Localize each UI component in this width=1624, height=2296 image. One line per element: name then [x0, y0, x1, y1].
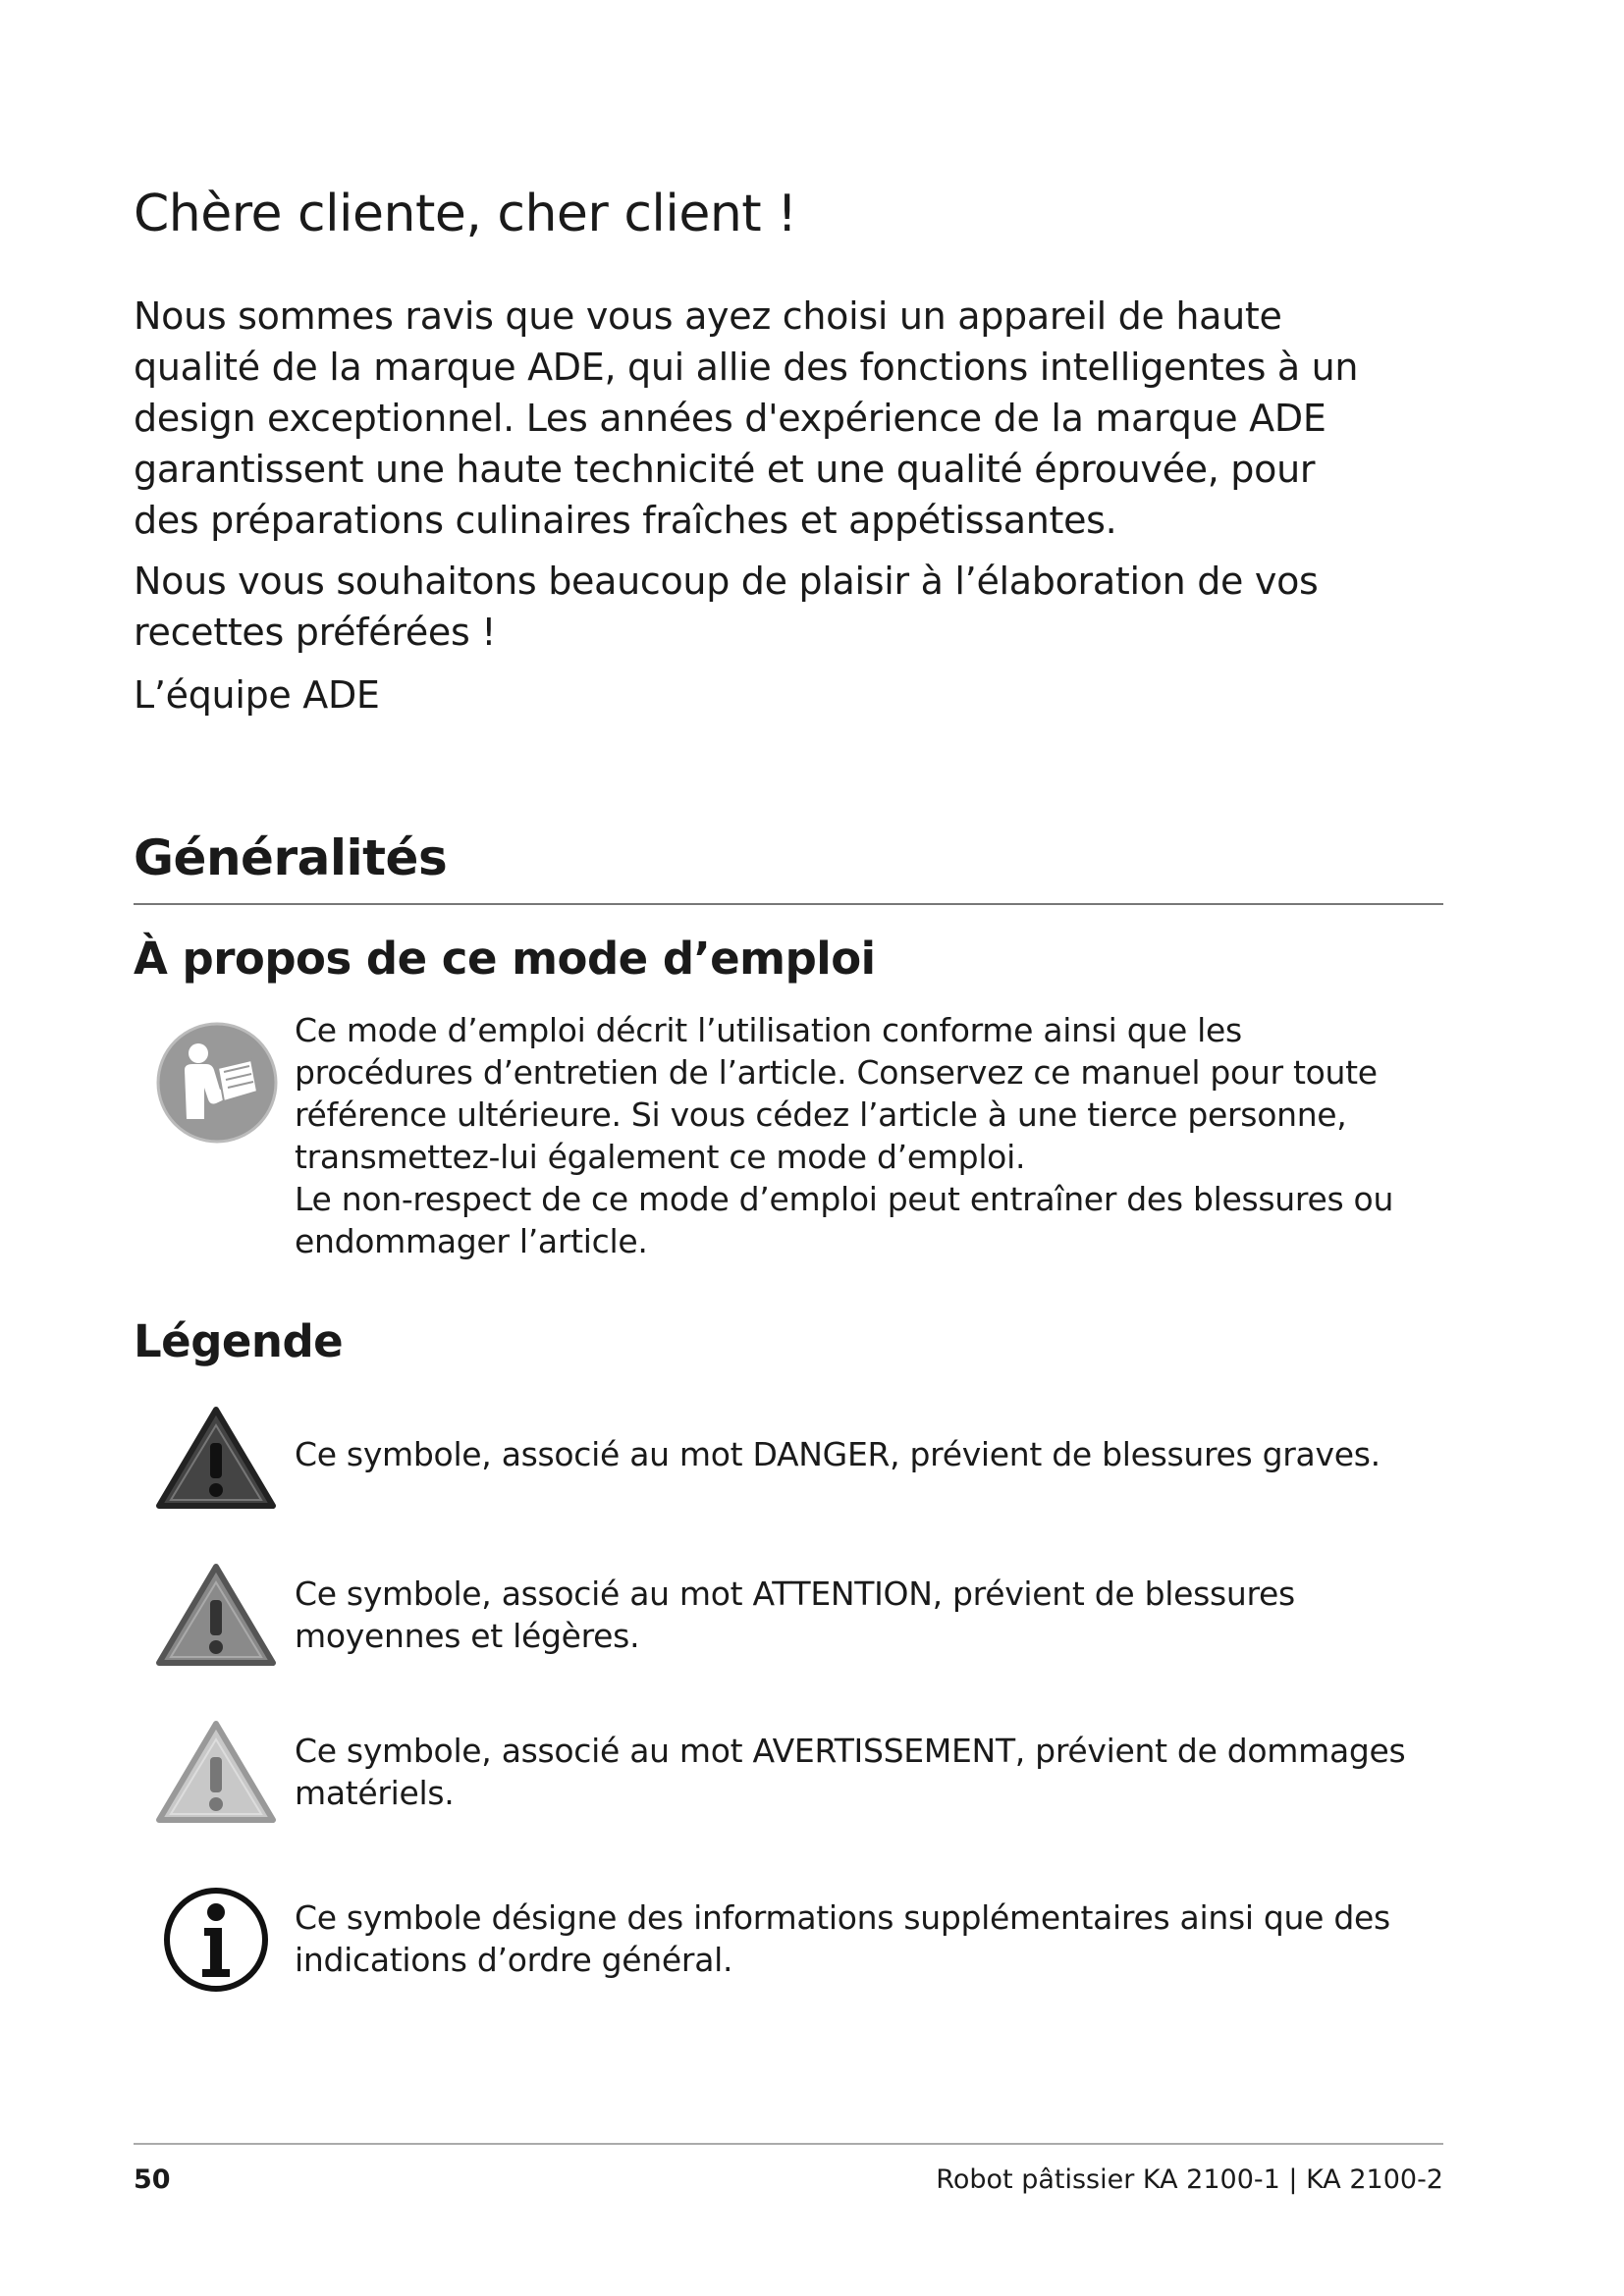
- subsection-title-about: À propos de ce mode d’emploi: [134, 933, 876, 985]
- read-manual-icon: [155, 1021, 279, 1145]
- legend-item-info-text: Ce symbole désigne des informations supplémentaires ainsi que des indications d’ordre général.: [295, 1898, 1390, 1979]
- section-title-general: Généralités: [134, 829, 448, 886]
- caution-warning-icon: [153, 1718, 279, 1828]
- legend-item-caution-text: Ce symbole, associé au mot AVERTISSEMENT, prévient de dommages matériels.: [295, 1732, 1406, 1812]
- danger-warning-icon: [153, 1404, 279, 1514]
- subsection-title-legend: Légende: [134, 1315, 344, 1367]
- about-paragraph-2: Le non-respect de ce mode d’emploi peut entraîner des blessures ou endommager l’article.: [295, 1180, 1394, 1260]
- footer-product-title: Robot pâtissier KA 2100-1 | KA 2100-2: [936, 2164, 1443, 2195]
- section-divider: [134, 903, 1443, 905]
- page-number: 50: [134, 2164, 171, 2195]
- footer-divider: [134, 2143, 1443, 2145]
- greeting-heading: Chère cliente, cher client !: [134, 185, 797, 243]
- about-paragraph-1: Ce mode d’emploi décrit l’utilisation conforme ainsi que les procédures d’entretien de l’article. Conservez ce manuel pour toute référence ultérieure. Si vous cédez l’article à une tierce personne, transmettez-lui également ce mode d’emploi.: [295, 1011, 1378, 1176]
- legend-item-attention-text: Ce symbole, associé au mot ATTENTION, prévient de blessures moyennes et légères.: [295, 1575, 1295, 1655]
- intro-signature: L’équipe ADE: [134, 673, 380, 717]
- about-text: [295, 1009, 1414, 1262]
- intro-paragraph-1: Nous sommes ravis que vous ayez choisi un appareil de haute qualité de la marque ADE, qui allie des fonctions intelligentes à un design exceptionnel. Les années d'expérience de la marque ADE garantissent une haute technicité et une qualité éprouvée, pour des préparations culinaires fraîches et appétissantes.: [134, 294, 1359, 542]
- legend-item-danger-text: Ce symbole, associé au mot DANGER, prévient de blessures graves.: [295, 1435, 1380, 1473]
- attention-warning-icon: [153, 1561, 279, 1671]
- intro-text: [134, 291, 1371, 721]
- info-icon: [161, 1885, 271, 1995]
- intro-paragraph-2: Nous vous souhaitons beaucoup de plaisir à l’élaboration de vos recettes préférées !: [134, 560, 1319, 654]
